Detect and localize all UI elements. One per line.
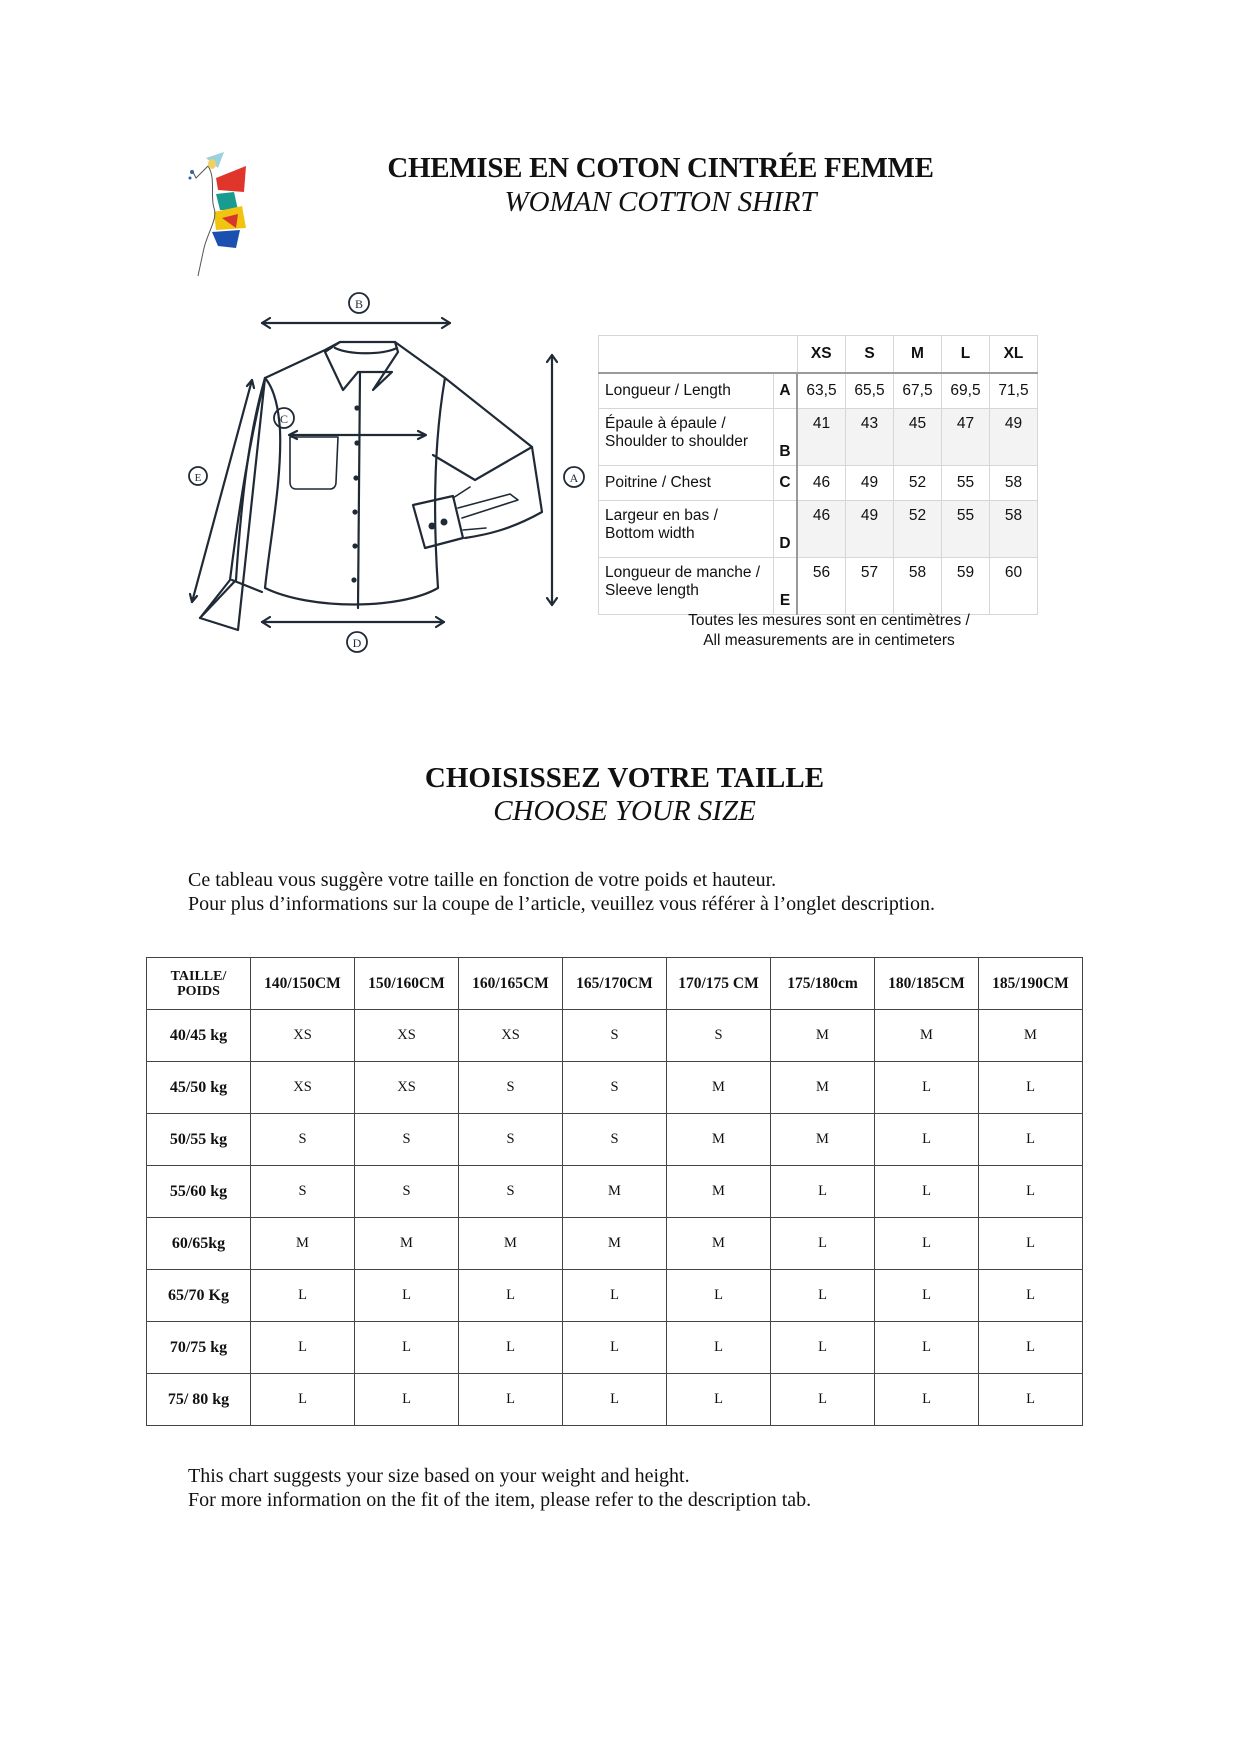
height-header: 160/165CM [459,958,563,1010]
size-header: L [942,336,990,374]
recommended-size-cell: L [667,1270,771,1322]
weight-label: 65/70 Kg [147,1270,251,1322]
measurement-value: 60 [990,558,1038,615]
recommended-size-cell: L [563,1322,667,1374]
recommended-size-cell: M [771,1010,875,1062]
recommended-size-cell: L [251,1270,355,1322]
recommended-size-cell: XS [355,1062,459,1114]
intro-line: Pour plus d’informations sur la coupe de l’article, veuillez vous référer à l’onglet description. [188,893,935,915]
recommended-size-cell: XS [251,1010,355,1062]
intro-line: Ce tableau vous suggère votre taille en fonction de votre poids et hauteur. [188,869,777,891]
shirt-measurement-diagram [170,280,590,660]
measurement-row-length [599,373,1038,409]
height-header: 170/175 CM [667,958,771,1010]
recommended-size-cell: M [875,1010,979,1062]
measurement-value: 49 [846,466,894,501]
recommended-size-cell: M [771,1114,875,1166]
weight-label: 70/75 kg [147,1322,251,1374]
measurement-value: 59 [942,558,990,615]
product-title-en: WOMAN COTTON SHIRT [504,186,817,218]
weight-label: 50/55 kg [147,1114,251,1166]
measurement-row-chest [599,466,1038,501]
weight-label: 45/50 kg [147,1062,251,1114]
recommended-size-cell: M [563,1218,667,1270]
recommended-size-cell: S [355,1114,459,1166]
size-table-row [147,1218,1083,1270]
measurement-letter: E [774,558,798,615]
outro-line: This chart suggests your size based on your weight and height. [188,1465,690,1487]
units-note-en: All measurements are in centimeters [703,632,955,649]
measurement-units-note [598,611,1060,651]
choose-size-title-fr: CHOISISSEZ VOTRE TAILLE [424,762,825,794]
recommended-size-cell: M [667,1166,771,1218]
size-recommendation-table [146,957,1083,1426]
recommended-size-cell: L [875,1114,979,1166]
size-table-row [147,1270,1083,1322]
recommended-size-cell: L [667,1322,771,1374]
measurement-label: Épaule à épaule / Shoulder to shoulder [599,409,774,466]
recommended-size-cell: M [771,1062,875,1114]
measurement-letter: D [774,501,798,558]
size-table-row [147,1322,1083,1374]
product-title-fr: CHEMISE EN COTON CINTRÉE FEMME [387,152,934,184]
size-table-row [147,1166,1083,1218]
recommended-size-cell: XS [355,1010,459,1062]
label-e-badge [189,467,207,485]
units-note-fr: Toutes les mesures sont en centimètres / [688,612,970,629]
measurement-value: 49 [990,409,1038,466]
svg-text:A: A [569,471,579,485]
height-header: 180/185CM [875,958,979,1010]
recommended-size-cell: L [979,1062,1083,1114]
measurement-value: 52 [894,466,942,501]
recommended-size-cell: L [563,1270,667,1322]
recommended-size-cell: L [979,1322,1083,1374]
recommended-size-cell: XS [251,1062,355,1114]
measurement-letter: C [774,466,798,501]
recommended-size-cell: L [771,1218,875,1270]
recommended-size-cell: L [459,1374,563,1426]
recommended-size-cell: L [979,1218,1083,1270]
recommended-size-cell: L [875,1374,979,1426]
recommended-size-cell: M [667,1114,771,1166]
measurement-value: 57 [846,558,894,615]
measurement-row-shoulder [599,409,1038,466]
measurement-value: 41 [797,409,846,466]
measurement-value: 43 [846,409,894,466]
measurement-row-bottom-width [599,501,1038,558]
measurement-label: Poitrine / Chest [599,466,774,501]
recommended-size-cell: S [355,1166,459,1218]
measurement-label: Longueur de manche / Sleeve length [599,558,774,615]
size-header: M [894,336,942,374]
header-empty-cell [599,336,798,374]
recommended-size-cell: M [355,1218,459,1270]
measurement-value: 63,5 [797,373,846,409]
svg-text:C: C [279,412,289,426]
weight-label: 40/45 kg [147,1010,251,1062]
measurement-letter: B [774,409,798,466]
weight-label: 60/65kg [147,1218,251,1270]
measurement-value: 47 [942,409,990,466]
recommended-size-cell: L [771,1270,875,1322]
measurement-value: 46 [797,501,846,558]
size-header: XL [990,336,1038,374]
recommended-size-cell: L [771,1374,875,1426]
recommended-size-cell: L [771,1322,875,1374]
recommended-size-cell: L [979,1270,1083,1322]
garment-measurements-table [598,335,1038,615]
measurement-value: 46 [797,466,846,501]
measurement-letter: A [774,373,798,409]
recommended-size-cell: S [459,1114,563,1166]
label-b-badge [349,293,369,313]
label-d-badge [347,632,367,652]
outro-text-en [188,1464,811,1512]
recommended-size-cell: XS [459,1010,563,1062]
height-header: 175/180cm [771,958,875,1010]
svg-text:E: E [194,472,202,484]
measurement-value: 69,5 [942,373,990,409]
recommended-size-cell: L [563,1374,667,1426]
recommended-size-cell: L [979,1166,1083,1218]
measurement-value: 49 [846,501,894,558]
recommended-size-cell: S [459,1166,563,1218]
recommended-size-cell: S [251,1114,355,1166]
measurement-value: 58 [990,466,1038,501]
measurement-value: 67,5 [894,373,942,409]
recommended-size-cell: L [355,1374,459,1426]
measurement-value: 45 [894,409,942,466]
measurement-value: 71,5 [990,373,1038,409]
recommended-size-cell: L [459,1270,563,1322]
measurement-value: 55 [942,466,990,501]
recommended-size-cell: M [251,1218,355,1270]
svg-text:D: D [352,636,362,650]
label-a-badge [564,467,584,487]
recommended-size-cell: L [251,1322,355,1374]
size-table-header-row [147,958,1083,1010]
outro-line: For more information on the fit of the item, please refer to the description tab. [188,1489,812,1511]
recommended-size-cell: L [771,1166,875,1218]
size-header: XS [797,336,846,374]
recommended-size-cell: M [459,1218,563,1270]
measurement-value: 52 [894,501,942,558]
recommended-size-cell: L [875,1322,979,1374]
recommended-size-cell: L [355,1270,459,1322]
recommended-size-cell: L [979,1114,1083,1166]
recommended-size-cell: M [979,1010,1083,1062]
measurement-label: Largeur en bas / Bottom width [599,501,774,558]
measurements-header-row [599,336,1038,374]
recommended-size-cell: S [251,1166,355,1218]
height-header: 140/150CM [251,958,355,1010]
recommended-size-cell: S [667,1010,771,1062]
recommended-size-cell: S [563,1114,667,1166]
measurement-value: 65,5 [846,373,894,409]
weight-label: 55/60 kg [147,1166,251,1218]
height-header: 150/160CM [355,958,459,1010]
measurement-value: 55 [942,501,990,558]
recommended-size-cell: L [251,1374,355,1426]
recommended-size-cell: L [875,1270,979,1322]
recommended-size-cell: L [979,1374,1083,1426]
size-table-row [147,1010,1083,1062]
recommended-size-cell: L [875,1166,979,1218]
measurement-value: 56 [797,558,846,615]
recommended-size-cell: M [563,1166,667,1218]
size-header: S [846,336,894,374]
recommended-size-cell: M [667,1218,771,1270]
recommended-size-cell: L [875,1218,979,1270]
recommended-size-cell: S [563,1010,667,1062]
corner-header: TAILLE/ POIDS [147,958,251,1010]
measurement-value: 58 [894,558,942,615]
svg-text:B: B [354,297,364,311]
weight-label: 75/ 80 kg [147,1374,251,1426]
measurement-value: 58 [990,501,1038,558]
measurement-label: Longueur / Length [599,373,774,409]
measurement-arrow-b [262,318,450,328]
label-c-badge [274,408,294,428]
size-table-row [147,1374,1083,1426]
measurement-row-sleeve [599,558,1038,615]
recommended-size-cell: L [355,1322,459,1374]
size-table-row [147,1114,1083,1166]
recommended-size-cell: L [459,1322,563,1374]
choose-size-title-en: CHOOSE YOUR SIZE [493,795,756,827]
intro-text-fr [188,868,935,916]
height-header: 185/190CM [979,958,1083,1010]
recommended-size-cell: S [459,1062,563,1114]
recommended-size-cell: S [563,1062,667,1114]
recommended-size-cell: L [875,1062,979,1114]
recommended-size-cell: L [667,1374,771,1426]
recommended-size-cell: M [667,1062,771,1114]
size-table-row [147,1062,1083,1114]
height-header: 165/170CM [563,958,667,1010]
